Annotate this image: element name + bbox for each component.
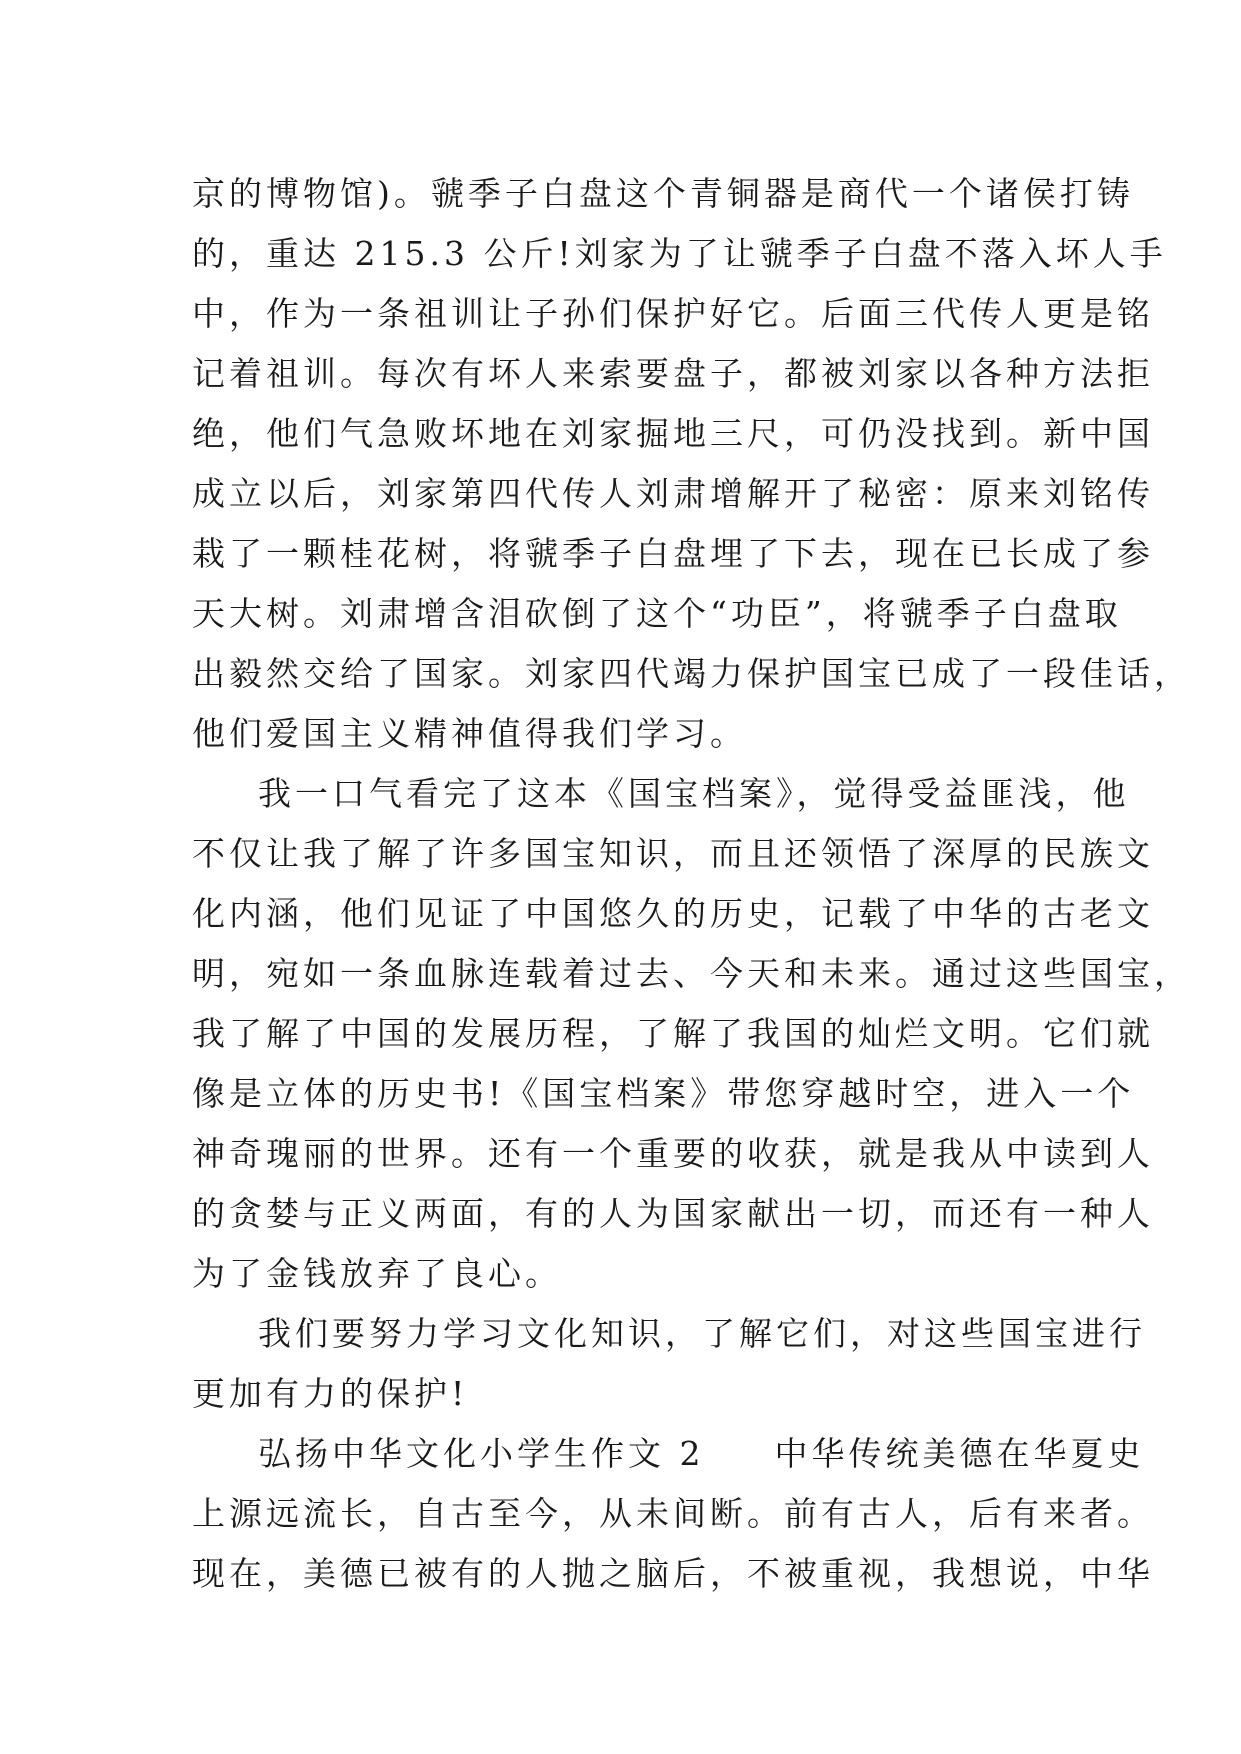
text-line: 栽了一颗桂花树，将虢季子白盘埋了下去，现在已长成了参 [192, 534, 1154, 573]
paragraph-1 [192, 164, 1191, 764]
text-line: 他们爱国主义精神值得我们学习。 [192, 714, 747, 753]
text-line: 的贪婪与正义两面，有的人为国家献出一切，而还有一种人 [192, 1194, 1154, 1233]
text-line: 不仅让我了解了许多国宝知识，而且还领悟了深厚的民族文 [192, 834, 1154, 873]
text-line: 天大树。刘肃增含泪砍倒了这个“功臣”，将虢季子白盘取 [192, 594, 1122, 633]
essay-body [192, 164, 1191, 1604]
text-line: 绝，他们气急败坏地在刘家掘地三尺，可仍没找到。新中国 [192, 414, 1154, 453]
text-line: 中，作为一条祖训让子孙们保护好它。后面三代传人更是铭 [192, 294, 1154, 333]
text-line: 化内涵，他们见证了中国悠久的历史，记载了中华的古老文 [192, 894, 1154, 933]
text-line: 现在，美德已被有的人抛之脑后，不被重视，我想说，中华 [192, 1554, 1154, 1593]
text-segment: 中华传统美德在华夏史 [774, 1434, 1145, 1473]
text-line: 我了解了中国的发展历程，了解了我国的灿烂文明。它们就 [192, 1014, 1154, 1053]
text-line: 为了金钱放弃了良心。 [192, 1254, 562, 1293]
text-line: 明，宛如一条血脉连载着过去、今天和未来。通过这些国宝， [192, 954, 1191, 993]
text-line: 京的博物馆)。虢季子白盘这个青铜器是商代一个诸侯打铸 [192, 174, 1134, 213]
text-line: 记着祖训。每次有坏人来索要盘子，都被刘家以各种方法拒 [192, 354, 1154, 393]
text-line: 我们要努力学习文化知识，了解它们，对这些国宝进行 [258, 1314, 1146, 1353]
text-line: 的，重达 215.3 公斤!刘家为了让虢季子白盘不落入坏人手 [192, 234, 1167, 273]
text-line: 出毅然交给了国家。刘家四代竭力保护国宝已成了一段佳话， [192, 654, 1191, 693]
text-line: 成立以后，刘家第四代传人刘肃增解开了秘密：原来刘铭传 [192, 474, 1154, 513]
text-line: 上源远流长，自古至今，从未间断。前有古人，后有来者。 [192, 1494, 1154, 1533]
text-line: 更加有力的保护! [192, 1374, 469, 1413]
text-line [192, 1424, 1145, 1484]
paragraph-3 [192, 1304, 1146, 1424]
text-line: 神奇瑰丽的世界。还有一个重要的收获，就是我从中读到人 [192, 1134, 1154, 1173]
essay-title: 弘扬中华文化小学生作文 2 [258, 1434, 705, 1473]
text-line: 像是立体的历史书!《国宝档案》带您穿越时空，进入一个 [192, 1074, 1135, 1113]
text-line: 我一口气看完了这本《国宝档案》，觉得受益匪浅，他 [258, 774, 1130, 813]
paragraph-2 [192, 764, 1191, 1304]
paragraph-4 [192, 1424, 1154, 1604]
